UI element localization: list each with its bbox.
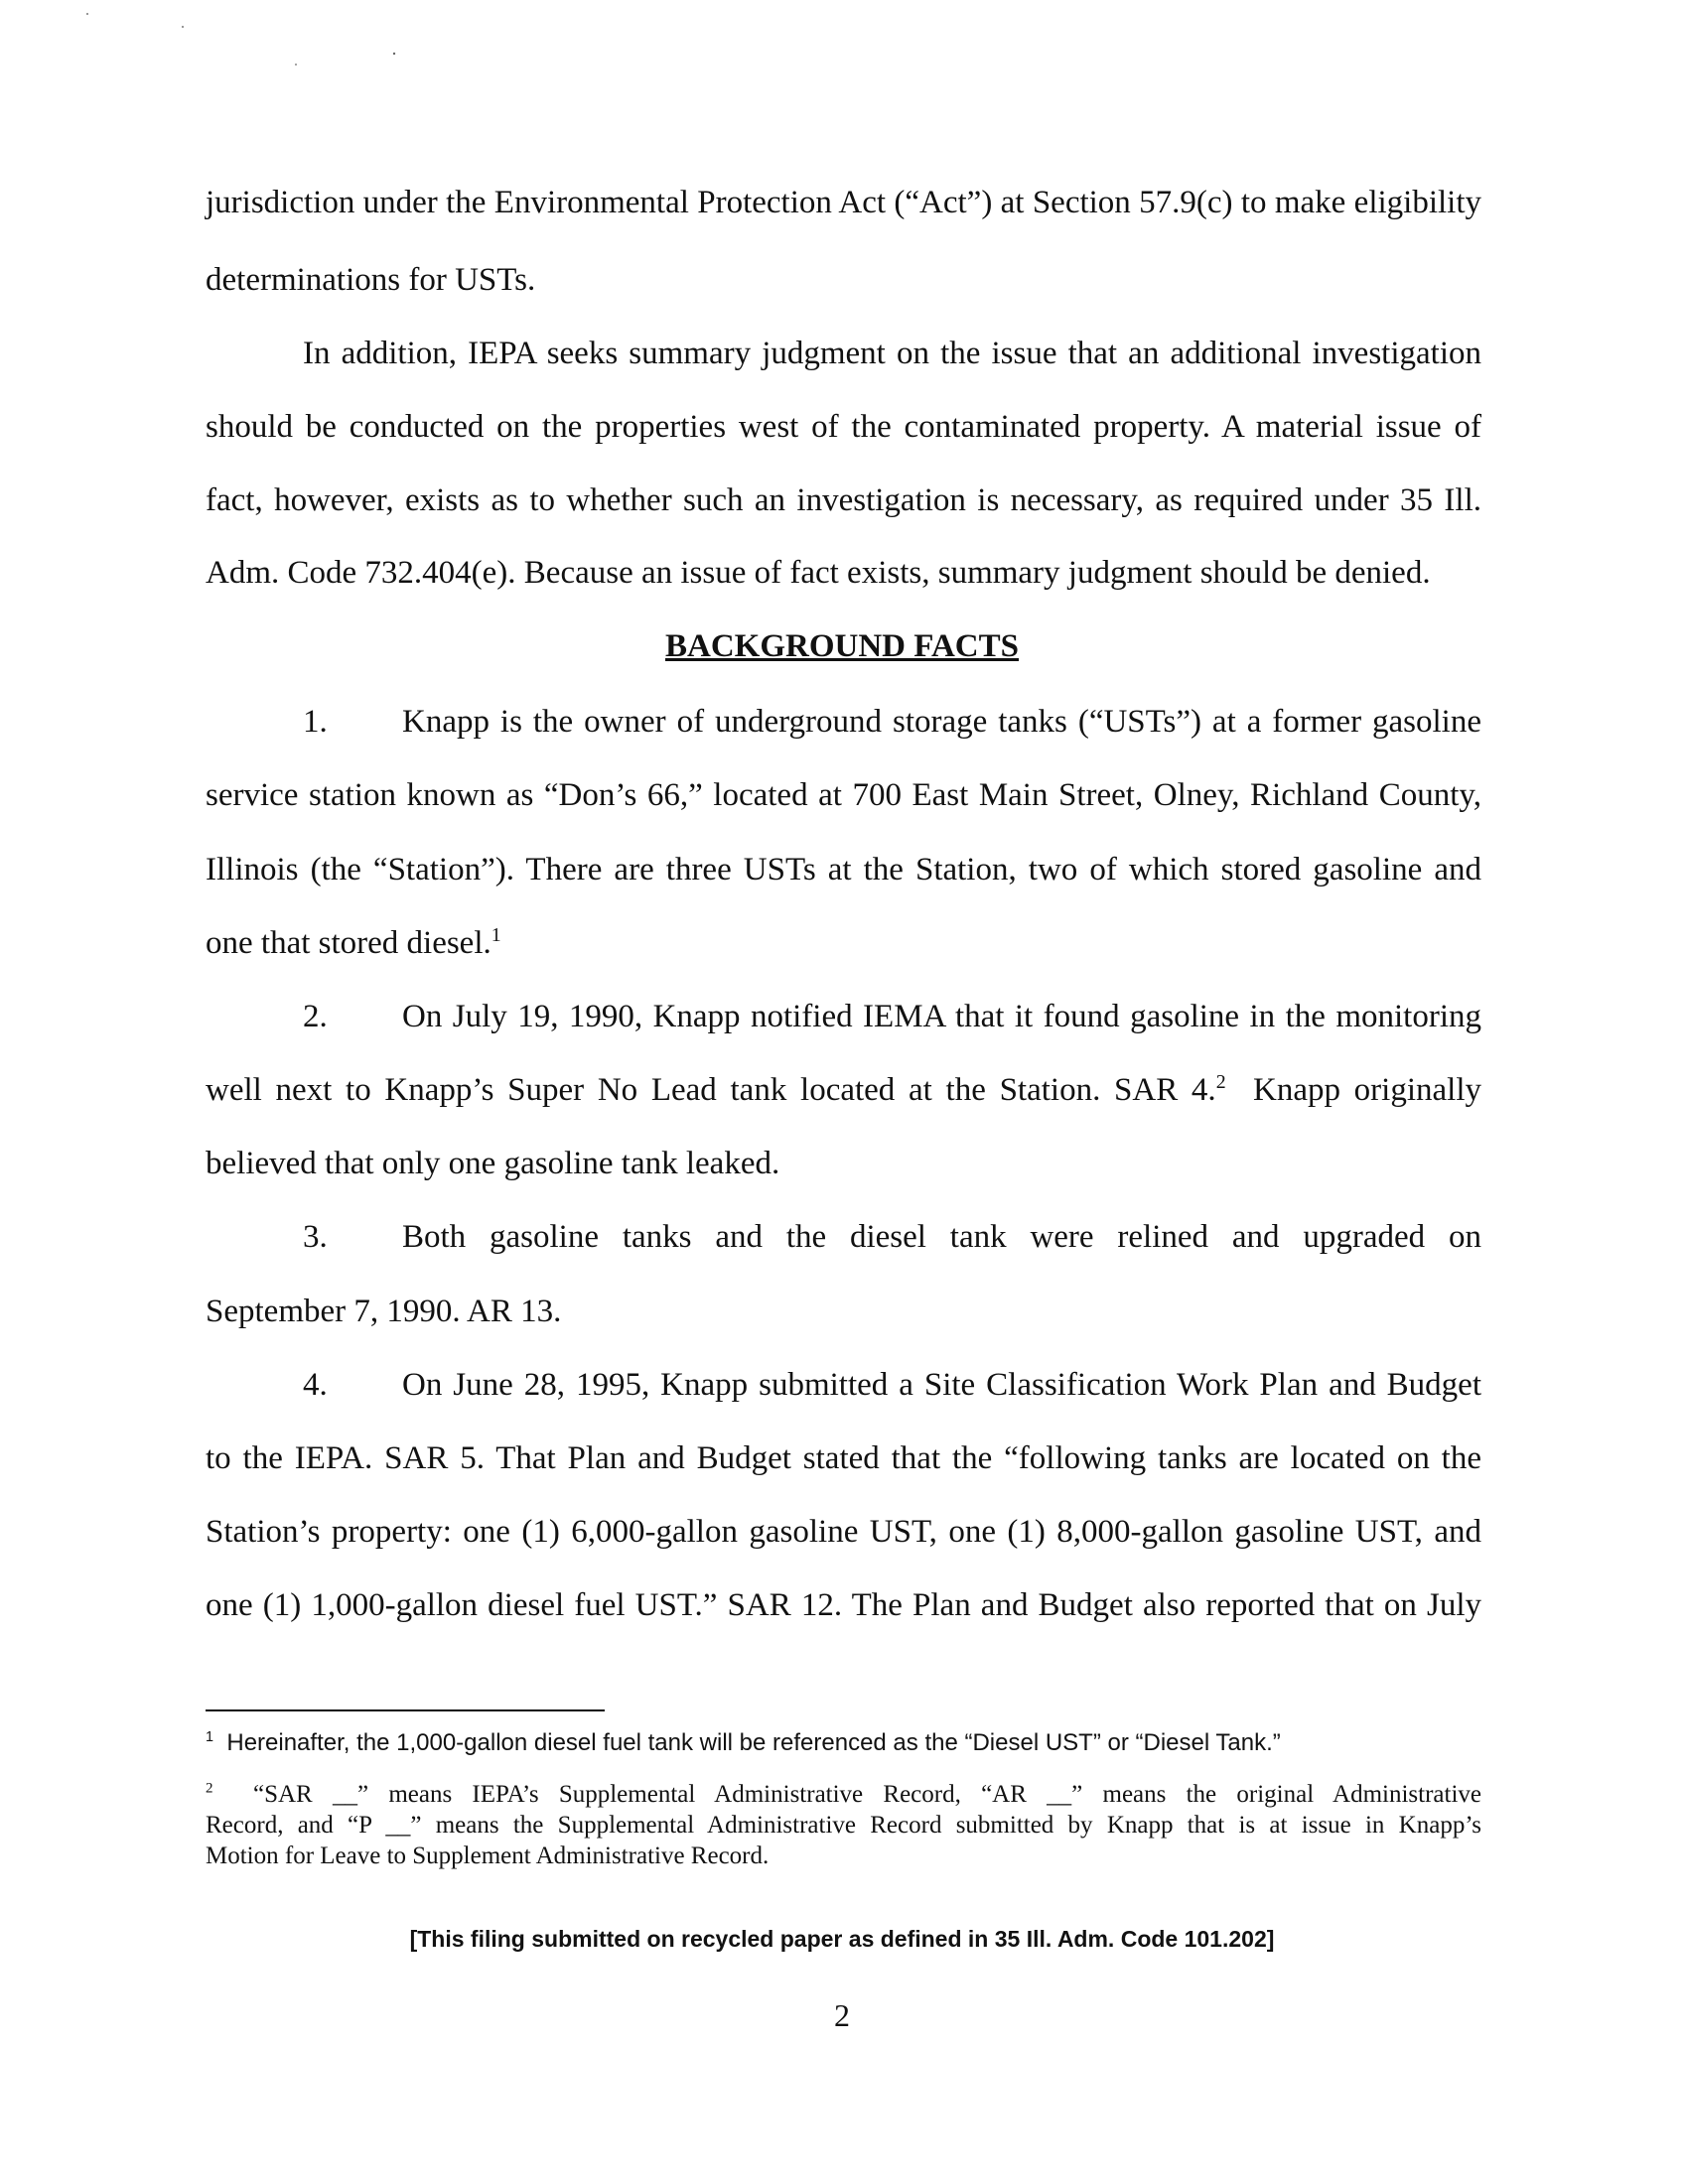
body-line: determinations for USTs. [206,262,536,298]
body-line: service station known as “Don’s 66,” located at 700 East Main Street, Olney, Richland County, [206,777,1481,813]
footnote [206,1727,1481,1758]
footnote-reference: 1 [491,924,501,946]
numbered-paragraph-line [206,1217,1481,1257]
body-line: jurisdiction under the Environmental Protection Act (“Act”) at Section 57.9(c) to make eligibility [206,185,1481,220]
numbered-paragraph-line [206,702,1481,742]
paragraph-number: 3. [303,1219,328,1255]
paragraph-text: Knapp is the owner of underground storage tanks (“USTs”) at a former gasoline [402,704,1481,740]
body-line: fact, however, exists as to whether such an investigation is necessary, as required under 35 Ill. [206,482,1481,518]
body-line [206,923,1481,963]
paragraph-text: Knapp originally [1253,1072,1481,1108]
paragraph-number: 1. [303,704,328,740]
paragraph-number: 4. [303,1367,328,1403]
body-line [206,1070,1481,1110]
footnote-line: Record, and “P __” means the Supplemental Administrative Record submitted by Knapp that is at issue in Knapp’s [206,1812,1481,1839]
body-line: one (1) 1,000-gallon diesel fuel UST.” SAR 12. The Plan and Budget also reported that on July [206,1587,1481,1623]
section-heading: BACKGROUND FACTS [665,628,1019,664]
footnote [206,1779,1481,1810]
paragraph-text: On June 28, 1995, Knapp submitted a Site Classification Work Plan and Budget [402,1367,1481,1403]
footnote-line: Motion for Leave to Supplement Administrative Record. [206,1843,770,1869]
paragraph-text: On July 19, 1990, Knapp notified IEMA that it found gasoline in the monitoring [402,999,1481,1034]
body-line: Station’s property: one (1) 6,000-gallon gasoline UST, one (1) 8,000-gallon gasoline UST, and [206,1514,1481,1550]
footnote-text: “SAR __” means IEPA’s Supplemental Administrative Record, “AR __” means the original Administrative [253,1781,1482,1808]
body-line: In addition, IEPA seeks summary judgment on the issue that an additional investigation [303,336,1481,371]
recycled-paper-notice: [This filing submitted on recycled paper as defined in 35 Ill. Adm. Code 101.202] [409,1926,1275,1952]
footnote-separator [206,1709,605,1711]
paragraph-text: well next to Knapp’s Super No Lead tank located at the Station. SAR 4. [206,1072,1216,1108]
footnote-mark: 1 [206,1729,214,1745]
paragraph-text: Both gasoline tanks and the diesel tank were relined and upgraded on [402,1219,1481,1255]
page-number: 2 [834,1997,850,2033]
body-line: believed that only one gasoline tank leaked. [206,1146,780,1181]
body-line: to the IEPA. SAR 5. That Plan and Budget stated that the “following tanks are located on the [206,1440,1481,1476]
body-line: Illinois (the “Station”). There are three USTs at the Station, two of which stored gasoline and [206,852,1481,887]
scan-specks [0,0,417,79]
paragraph-number: 2. [303,999,328,1034]
body-line: Adm. Code 732.404(e). Because an issue of fact exists, summary judgment should be denied. [206,555,1431,591]
footnote-mark: 2 [206,1780,213,1797]
footnote-reference: 2 [1215,1071,1226,1093]
numbered-paragraph-line [206,1365,1481,1405]
paragraph-text: one that stored diesel. [206,925,491,961]
footnote-text: Hereinafter, the 1,000-gallon diesel fuel tank will be referenced as the “Diesel UST” or “Diesel Tank.” [226,1729,1281,1756]
body-line: should be conducted on the properties west of the contaminated property. A material issue of [206,409,1481,445]
numbered-paragraph-line [206,997,1481,1036]
body-line: September 7, 1990. AR 13. [206,1294,562,1329]
